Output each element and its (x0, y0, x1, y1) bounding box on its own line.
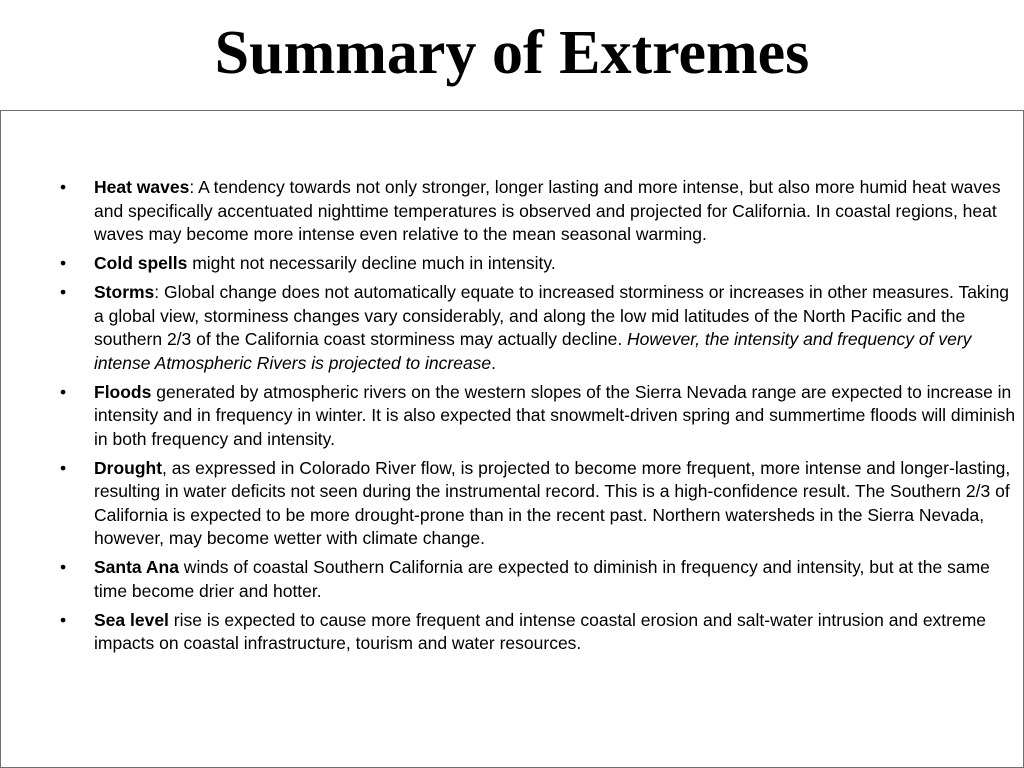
bullet-text: : Global change does not automatically equate to increased storminess or increases in other measures. Taking a global view, storminess changes vary considerably, and along the low mid latitudes of the North Pacific and the southern 2/3 of the California coast storminess may actually decline. (94, 282, 1010, 349)
bullet-term: Storms (94, 282, 155, 302)
bullet-term: Heat waves (94, 177, 190, 197)
bullet-term: Floods (94, 381, 152, 402)
bullet-term: Santa Ana (94, 557, 179, 577)
bullet-list (94, 176, 1016, 661)
bullet-text: : A tendency towards not only stronger, longer lasting and more intense, but also more humid heat waves and specifically accentuated nighttime temperatures is observed and projected for California. In coastal regions, heat waves may become more intense even relative to the mean seasonal warming. (94, 177, 1001, 244)
bullet-drought (94, 457, 1016, 551)
bullet-heat-waves (94, 176, 1016, 247)
bullet-term: Cold spells (94, 253, 188, 273)
bullet-storms (94, 281, 1016, 375)
bullet-tail: . (491, 352, 497, 373)
bullet-santa-ana (94, 556, 1016, 603)
bullet-text: , as expressed in Colorado River flow, is projected to become more frequent, more intense and longer-lasting, resulting in water deficits not seen during the instrumental record. This is a high-confidence result. The Southern 2/3 of California is expected to be more drought-prone than in the recent past. Northern watersheds in the Sierra Nevada, however, may become wetter with climate change. (94, 457, 1011, 548)
slide-title: Summary of Extremes (214, 19, 810, 87)
bullet-text: rise is expected to cause more frequent and intense coastal erosion and salt-water intrusion and extreme impacts on coastal infrastructure, tourism and water resources. (94, 609, 987, 653)
bullet-text: winds of coastal Southern California are expected to diminish in frequency and intensity, but at the same time become drier and hotter. (94, 557, 990, 601)
bullet-text: might not necessarily decline much in intensity. (187, 253, 556, 273)
bullet-sea-level (94, 609, 1016, 656)
bullet-cold-spells (94, 252, 1016, 276)
bullet-term: Drought (94, 457, 163, 478)
bullet-text: generated by atmospheric rivers on the western slopes of the Sierra Nevada range are expected to increase in intensity and in frequency in winter. It is also expected that snowmelt-driven spring and summertime floods will diminish in both frequency and intensity. (94, 381, 1016, 449)
bullet-term: Sea level (94, 609, 169, 630)
bullet-floods (94, 381, 1016, 452)
bullet-emphasis: However, the intensity and frequency of very intense Atmospheric Rivers is projected to increase (94, 329, 972, 373)
